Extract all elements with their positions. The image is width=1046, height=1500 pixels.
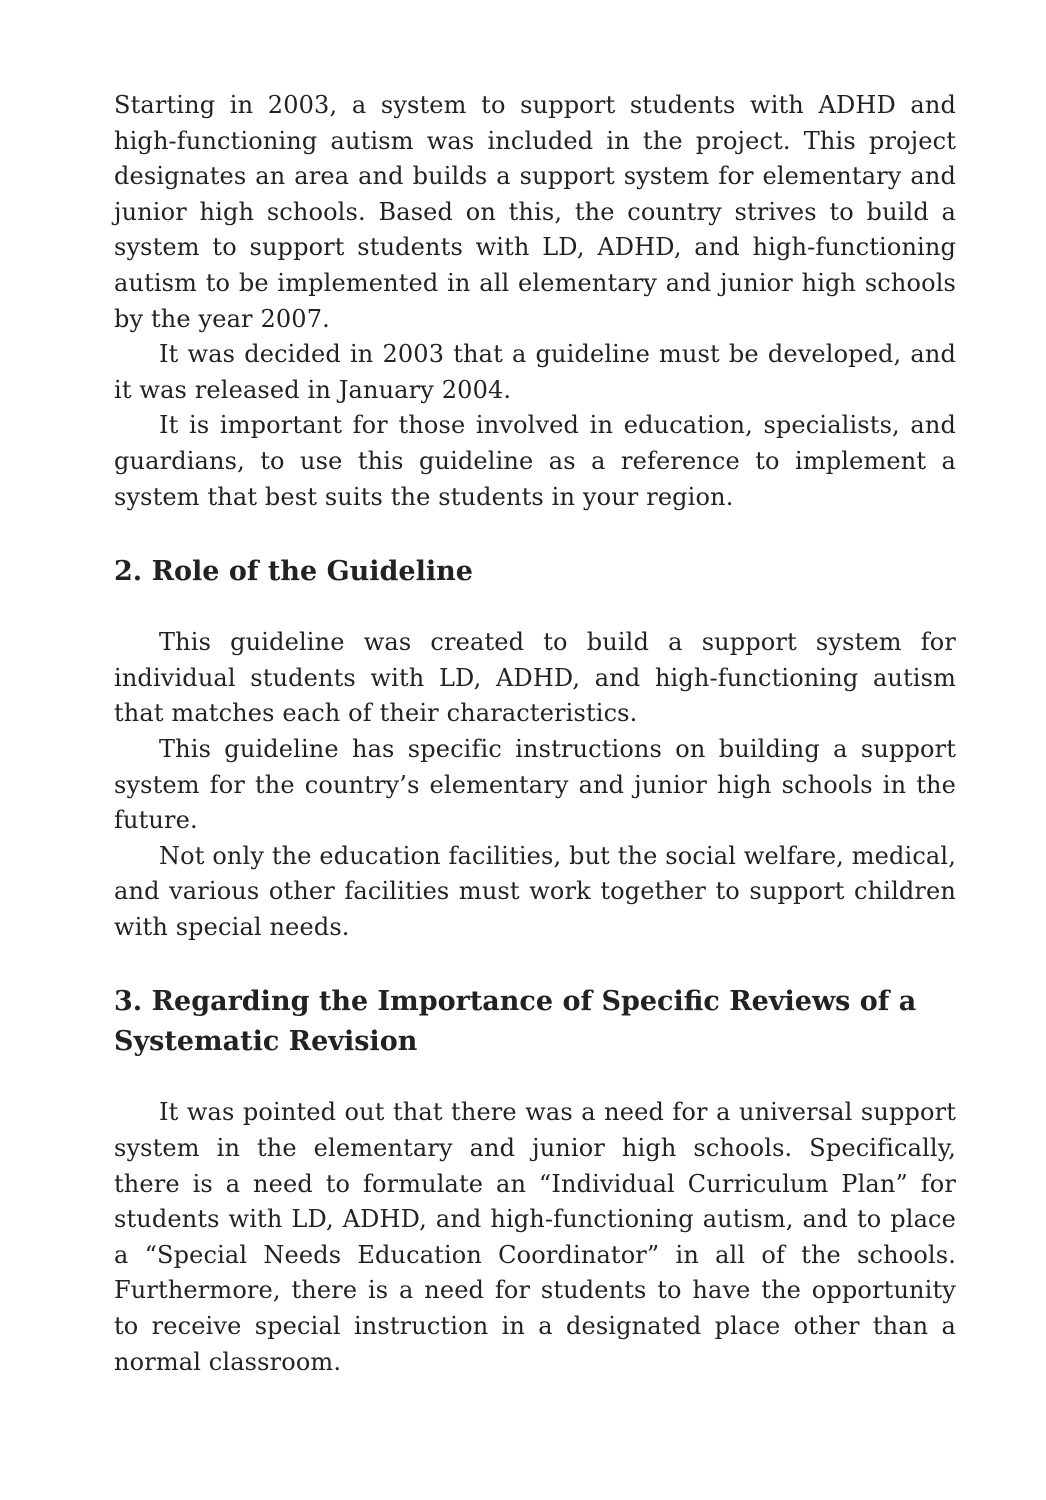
document-page bbox=[114, 88, 956, 1380]
intro-paragraph-3: It is important for those involved in education, specialists, and guardians, to use this guideline as a reference to implement a system that best suits the students in your region. bbox=[114, 411, 956, 511]
section-3-heading: 3. Regarding the Importance of Specific Reviews of a Systematic Revision bbox=[114, 986, 917, 1058]
section-2-body bbox=[114, 625, 956, 945]
section-2-paragraph-3: Not only the education facilities, but the social welfare, medical, and various other facilities must work together to support children with special needs. bbox=[114, 841, 956, 941]
section-2-paragraph-1: This guideline was created to build a support system for individual students with LD, ADHD, and high-functioning autism that matches each of their characteristics. bbox=[114, 628, 956, 728]
intro-paragraph-1: Starting in 2003, a system to support students with ADHD and high-functioning autism was included in the project. This project designates an area and builds a support system for elementary and junior high schools. Based on this, the country strives to build a system to support students with LD, ADHD, and high-functioning autism to be implemented in all elementary and junior high schools by the year 2007. bbox=[114, 91, 956, 333]
section-2-paragraph-2: This guideline has specific instructions on building a support system for the country’s elementary and junior high schools in the future. bbox=[114, 734, 956, 835]
section-3-paragraph-1: It was pointed out that there was a need for a universal support system in the elementary and junior high schools. Specifically, there is a need to formulate an “Individual Curriculum Plan” for students with LD, ADHD, and high-functioning autism, and to place a “Special Needs Education Coordinator” in all of the schools. Furthermore, there is a need for students to have the opportunity to receive special instruction in a designated place other than a normal classroom. bbox=[114, 1098, 956, 1376]
intro-section bbox=[114, 88, 956, 515]
section-2-heading: 2. Role of the Guideline bbox=[114, 556, 473, 588]
section-3-body bbox=[114, 1095, 956, 1380]
intro-paragraph-2: It was decided in 2003 that a guideline must be developed, and it was released in January 2004. bbox=[114, 340, 956, 404]
